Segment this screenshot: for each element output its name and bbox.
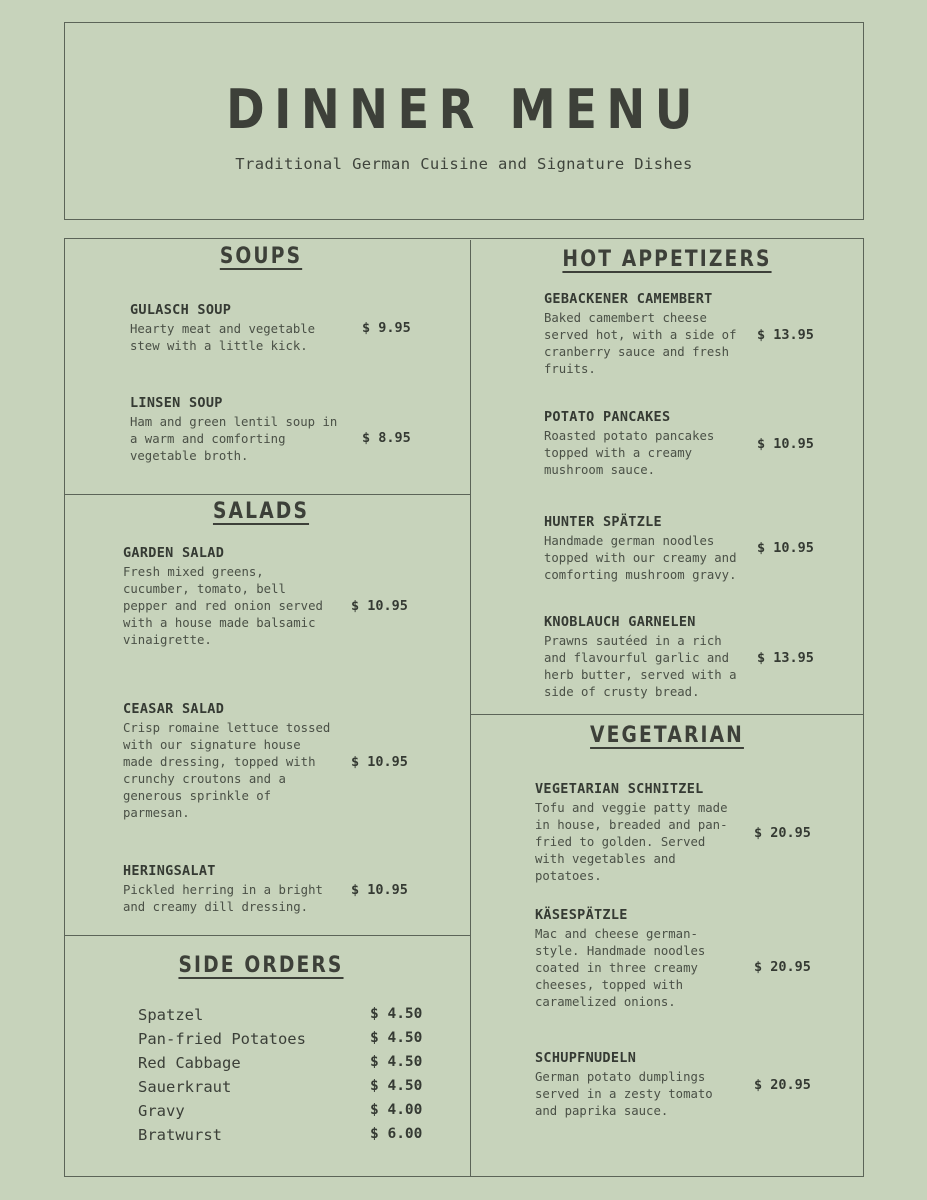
item-description: Roasted potato pancakes topped with a creamy mushroom sauce. bbox=[544, 429, 715, 477]
item-description: Pickled herring in a bright and creamy dill dressing. bbox=[123, 883, 323, 914]
section-title-side-orders: SIDE ORDERS bbox=[178, 953, 344, 978]
item-price: $ 20.95 bbox=[754, 959, 811, 975]
item-description: Prawns sautéed in a rich and flavourful garlic and herb butter, served with a side of crusty bread. bbox=[544, 634, 737, 699]
menu-item bbox=[535, 1050, 739, 1120]
menu-item bbox=[544, 614, 748, 701]
section-title-salads: SALADS bbox=[212, 499, 310, 524]
item-description: Hearty meat and vegetable stew with a little kick. bbox=[130, 322, 316, 353]
item-description: Tofu and veggie patty made in house, breaded and pan-fried to golden. Served with vegetables and potatoes. bbox=[535, 801, 728, 883]
item-price: $ 13.95 bbox=[757, 327, 814, 343]
item-name: KNOBLAUCH GARNELEN bbox=[544, 614, 696, 630]
menu-item bbox=[535, 781, 739, 885]
menu-item bbox=[544, 409, 748, 479]
soups-salads-divider bbox=[65, 494, 471, 495]
item-name: HERINGSALAT bbox=[123, 863, 216, 879]
side-item-name: Bratwurst bbox=[138, 1126, 222, 1144]
section-title-vegetarian: VEGETARIAN bbox=[590, 723, 744, 748]
item-price: $ 10.95 bbox=[351, 598, 408, 614]
side-item-name: Pan-fried Potatoes bbox=[138, 1030, 306, 1048]
item-price: $ 10.95 bbox=[351, 754, 408, 770]
item-description: Crisp romaine lettuce tossed with our signature house made dressing, topped with crunchy croutons and a generous sprinkle of parmesan. bbox=[123, 721, 331, 820]
item-description: Fresh mixed greens, cucumber, tomato, bell pepper and red onion served with a house made balsamic vinaigrette. bbox=[123, 565, 323, 647]
item-description: Mac and cheese german-style. Handmade noodles coated in three creamy cheeses, topped with caramelized onions. bbox=[535, 927, 706, 1009]
item-price: $ 9.95 bbox=[362, 320, 411, 336]
item-price: $ 20.95 bbox=[754, 825, 811, 841]
item-name: HUNTER SPÄTZLE bbox=[544, 514, 662, 530]
menu-item bbox=[535, 907, 739, 1011]
section-title-soups: SOUPS bbox=[219, 244, 303, 269]
side-item-price: $ 4.50 bbox=[370, 1054, 423, 1070]
item-price: $ 8.95 bbox=[362, 430, 411, 446]
section-title-hot-appetizers: HOT APPETIZERS bbox=[562, 247, 772, 272]
menu-item bbox=[544, 514, 748, 584]
appetizers-vegetarian-divider bbox=[471, 714, 863, 715]
item-name: VEGETARIAN SCHNITZEL bbox=[535, 781, 704, 797]
item-description: Baked camembert cheese served hot, with a side of cranberry sauce and fresh fruits. bbox=[544, 311, 737, 376]
menu-item bbox=[123, 863, 337, 916]
side-item-name: Spatzel bbox=[138, 1006, 204, 1024]
menu-item bbox=[123, 701, 337, 822]
item-name: GULASCH SOUP bbox=[130, 302, 232, 318]
item-name: GARDEN SALAD bbox=[123, 545, 225, 561]
menu-item bbox=[130, 395, 352, 465]
item-name: GEBACKENER CAMEMBERT bbox=[544, 291, 713, 307]
side-item-name: Sauerkraut bbox=[138, 1078, 232, 1096]
side-item-price: $ 4.50 bbox=[370, 1006, 423, 1022]
item-price: $ 13.95 bbox=[757, 650, 814, 666]
side-item-price: $ 4.50 bbox=[370, 1078, 423, 1094]
item-description: Handmade german noodles topped with our creamy and comforting mushroom gravy. bbox=[544, 534, 737, 582]
item-name: CEASAR SALAD bbox=[123, 701, 225, 717]
menu-item bbox=[123, 545, 337, 649]
page-subtitle: Traditional German Cuisine and Signature Dishes bbox=[235, 155, 693, 173]
page-title: DINNER MENU bbox=[226, 78, 702, 141]
side-item-price: $ 4.00 bbox=[370, 1102, 423, 1118]
item-price: $ 10.95 bbox=[351, 882, 408, 898]
item-name: LINSEN SOUP bbox=[130, 395, 223, 411]
item-name: POTATO PANCAKES bbox=[544, 409, 671, 425]
item-price: $ 10.95 bbox=[757, 436, 814, 452]
side-item-price: $ 4.50 bbox=[370, 1030, 423, 1046]
item-description: Ham and green lentil soup in a warm and comforting vegetable broth. bbox=[130, 415, 338, 463]
item-name: SCHUPFNUDELN bbox=[535, 1050, 637, 1066]
salads-sides-divider bbox=[65, 935, 471, 936]
side-item-name: Gravy bbox=[138, 1102, 185, 1120]
menu-item bbox=[544, 291, 748, 378]
item-price: $ 20.95 bbox=[754, 1077, 811, 1093]
item-price: $ 10.95 bbox=[757, 540, 814, 556]
item-description: German potato dumplings served in a zesty tomato and paprika sauce. bbox=[535, 1070, 713, 1118]
menu-item bbox=[130, 302, 352, 355]
item-name: KÄSESPÄTZLE bbox=[535, 907, 628, 923]
side-item-name: Red Cabbage bbox=[138, 1054, 241, 1072]
side-item-price: $ 6.00 bbox=[370, 1126, 423, 1142]
column-divider bbox=[470, 240, 471, 1176]
